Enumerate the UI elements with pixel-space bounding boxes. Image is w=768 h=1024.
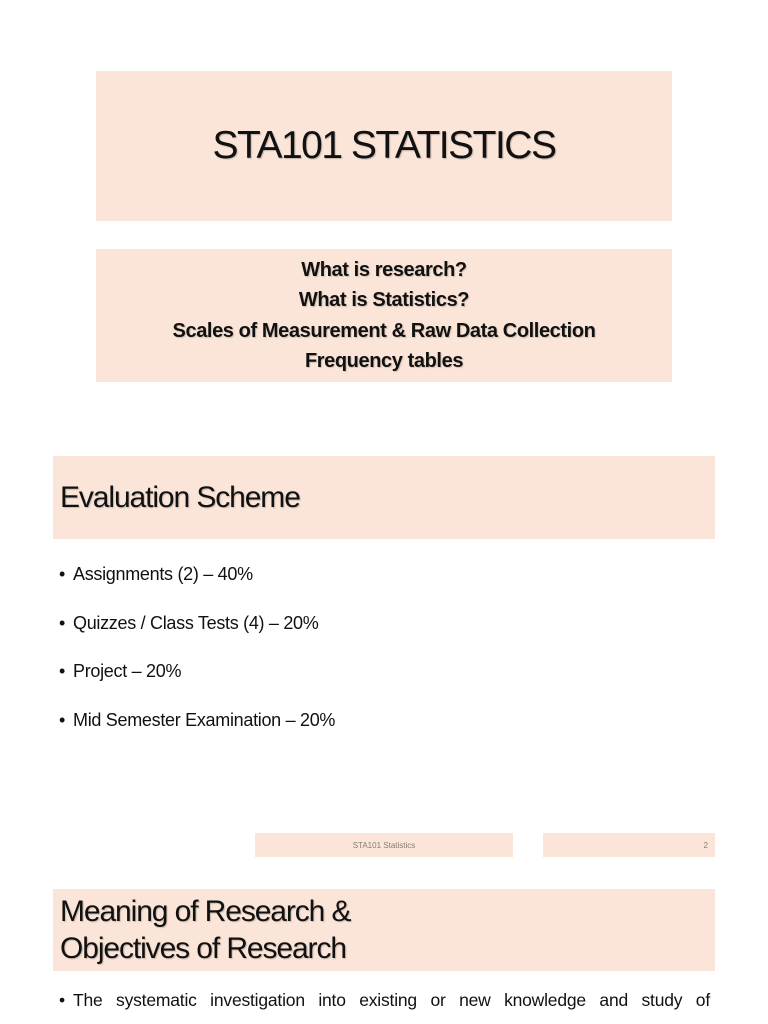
topic-line: What is Statistics? [298,289,470,311]
evaluation-header-box [53,456,715,539]
list-item [59,609,699,658]
research-bullet-text: The systematic investigation into existing or new knowledge and study of [73,990,710,1010]
topic-line: What is research? [301,258,467,281]
footer-text: STA101 Statistics [352,840,416,850]
bullet-icon: • [59,709,66,730]
list-item-text: Project – 20% [73,661,182,681]
list-item-text: Quizzes / Class Tests (4) – 20% [73,612,319,633]
list-item [59,657,699,706]
research-heading-line: Meaning of Research & [60,895,351,928]
topic-line: Scales of Measurement & Raw Data Collection [172,319,596,342]
list-item [59,560,699,609]
title-box [96,71,672,221]
course-title: STA101 STATISTICS [212,124,556,167]
page-number: 2 [703,840,708,850]
research-header-box [53,889,715,971]
list-item-text: Assignments (2) – 40% [73,564,253,584]
page-number-box [543,833,715,857]
bullet-icon: • [59,990,65,1010]
list-item [59,706,699,755]
bullet-icon: • [59,564,66,584]
bullet-icon: • [59,612,66,633]
topic-line: Frequency tables [304,350,464,372]
evaluation-heading: Evaluation Scheme [60,480,300,514]
list-item-text: Mid Semester Examination – 20% [73,709,336,730]
slide-footer [255,833,513,857]
evaluation-list [59,560,699,754]
topics-box [96,249,672,382]
research-bullet [59,986,710,1014]
bullet-icon: • [59,661,66,681]
research-heading-line: Objectives of Research [60,932,346,965]
